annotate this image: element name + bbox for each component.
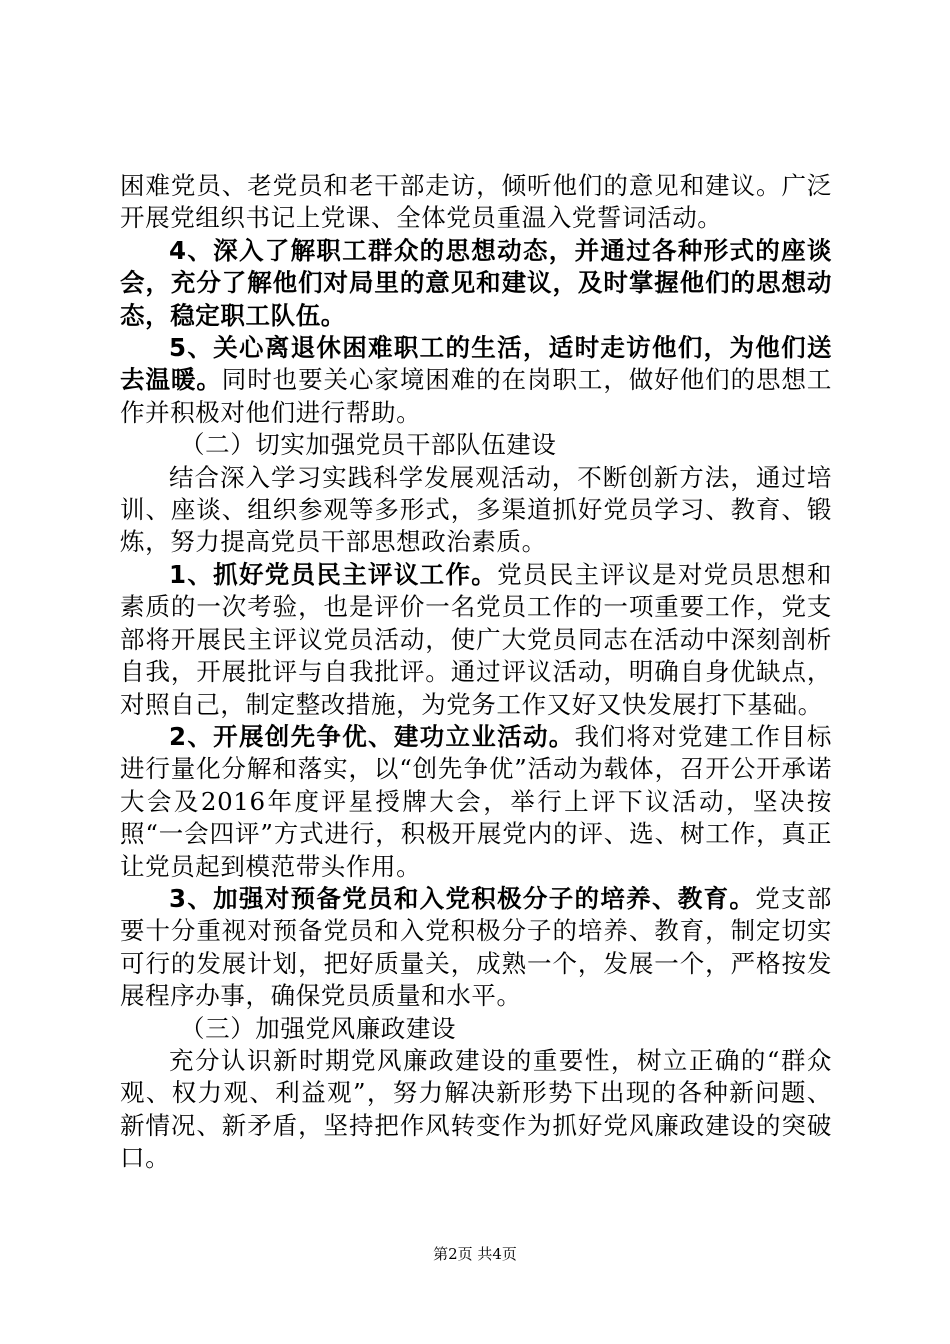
paragraph-section-3-intro: 充分认识新时期党风廉政建设的重要性，树立正确的“群众观、权力观、利益观”，努力解决新形势下出现的各种新问题、新情况、新矛盾，坚持把作风转变作为抓好党风廉政建设的突破口。: [120, 1045, 832, 1173]
document-body: [120, 170, 832, 1175]
paragraph-continuation: 困难党员、老党员和老干部走访，倾听他们的意见和建议。广泛开展党组织书记上党课、全体党员重温入党誓词活动。: [120, 171, 832, 233]
section-heading-2: （二）切实加强党员干部队伍建设: [180, 430, 557, 460]
item-2-heading: 2、开展创先争优、建功立业活动。: [169, 721, 575, 751]
paragraph-section-2-intro: 结合深入学习实践科学发展观活动，不断创新方法，通过培训、座谈、组织参观等多形式，多渠道抓好党员学习、教育、锻炼，努力提高党员干部思想政治素质。: [120, 462, 832, 557]
item-3-heading: 3、加强对预备党员和入党积极分子的培养、教育。: [169, 883, 756, 913]
paragraph-item-5: [120, 332, 832, 429]
item-5-body: 同时也要关心家境困难的在岗职工，做好他们的思想工作并积极对他们进行帮助。: [120, 365, 832, 427]
item-5-heading: 5、关心离退休困难职工的生活，适时走访他们，为他们送去温暖。: [120, 333, 832, 395]
item-1-heading: 1、抓好党员民主评议工作。: [169, 559, 498, 589]
item-1-body: 党员民主评议是对党员思想和素质的一次考验，也是评价一名党员工作的一项重要工作，党支部将开展民主评议党员活动，使广大党员同志在活动中深刻剖析自我，开展批评与自我批评。通过评议活动，明确自身优缺点，对照自己，制定整改措施，为党务工作又好又快发展打下基础。: [120, 559, 832, 719]
page-number-footer: 第2页 共4页: [433, 1245, 517, 1263]
paragraph-item-4: 4、深入了解职工群众的思想动态，并通过各种形式的座谈会，充分了解他们对局里的意见和建议，及时掌握他们的思想动态，稳定职工队伍。: [120, 235, 832, 330]
section-heading-3: （三）加强党风廉政建设: [180, 1013, 457, 1043]
item-2-body: 我们将对党建工作目标进行量化分解和落实，以“创先争优”活动为载体，召开公开承诺大会及2016年度评星授牌大会，举行上评下议活动，坚决按照“一会四评”方式进行，积极开展党内的评、选、树工作，真正让党员起到模范带头作用。: [120, 721, 833, 881]
paragraph-item-1: [120, 559, 832, 721]
paragraph-item-3: [120, 883, 832, 1013]
item-3-body: 党支部要十分重视对预备党员和入党积极分子的培养、教育，制定切实可行的发展计划，把好质量关，成熟一个，发展一个，严格按发展程序办事，确保党员质量和水平。: [120, 883, 832, 1011]
paragraph-item-2: [120, 721, 832, 883]
